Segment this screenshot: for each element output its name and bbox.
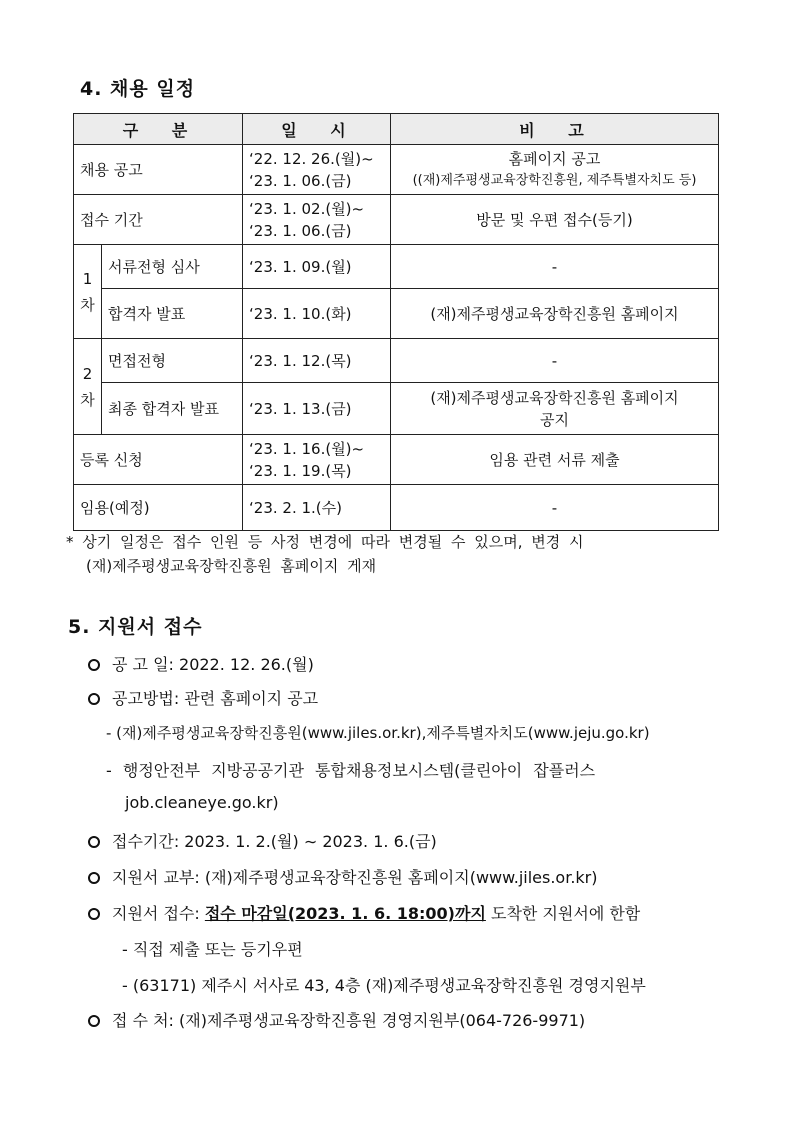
note-line: 공지: [540, 410, 569, 429]
group-label-1: 1 차: [74, 245, 102, 339]
row-label: 합격자 발표: [102, 289, 243, 339]
table-row: [74, 435, 719, 485]
list-item: [88, 829, 437, 852]
submission-condition: 도착한 지원서에 한함: [485, 904, 641, 923]
row-date: ‘23. 1. 13.(금): [243, 383, 391, 435]
list-item: [88, 652, 314, 675]
date-start: ‘23. 1. 16.(월)~: [249, 439, 365, 458]
sub-item: - (재)제주평생교육장학진흥원(www.jiles.or.kr),제주특별자치도(www.jeju.go.kr): [106, 724, 650, 742]
footnote-line-1: * 상기 일정은 접수 인원 등 사정 변경에 따라 변경될 수 있으며, 변경 시: [66, 533, 584, 551]
table-header-row: [74, 114, 719, 145]
row-note: -: [391, 485, 719, 531]
announce-date-text: 공 고 일: 2022. 12. 26.(월): [112, 655, 314, 674]
row-date: [243, 145, 391, 195]
recruitment-schedule-table: [73, 113, 719, 531]
footnote-line-2: (재)제주평생교육장학진흥원 홈페이지 게재: [86, 557, 377, 575]
list-item: [88, 1008, 585, 1031]
header-date: 일 시: [243, 114, 391, 145]
table-row: [74, 245, 719, 289]
row-note: -: [391, 339, 719, 383]
note-line: (재)제주평생교육장학진흥원 홈페이지: [430, 388, 679, 407]
row-note: 임용 관련 서류 제출: [391, 435, 719, 485]
row-label: 최종 합격자 발표: [102, 383, 243, 435]
row-date: [243, 435, 391, 485]
circle-bullet-icon: [88, 908, 100, 920]
circle-bullet-icon: [88, 659, 100, 671]
row-label: 접수 기간: [74, 195, 243, 245]
note-line: ((재)제주평생교육장학진흥원, 제주특별자치도 등): [412, 172, 697, 188]
row-label: 등록 신청: [74, 435, 243, 485]
list-item: [88, 686, 318, 709]
circle-bullet-icon: [88, 1015, 100, 1027]
row-note: -: [391, 245, 719, 289]
date-end: ‘23. 1. 06.(금): [249, 221, 352, 240]
application-period-text: 접수기간: 2023. 1. 2.(월) ∼ 2023. 1. 6.(금): [112, 832, 437, 851]
sub-item: - 행정안전부 지방공공기관 통합채용정보시스템(클린아이 잡플러스: [106, 761, 596, 780]
row-label: 서류전형 심사: [102, 245, 243, 289]
note-line: 홈페이지 공고: [508, 149, 601, 168]
sub-item: - (63171) 제주시 서사로 43, 4층 (재)제주평생교육장학진흥원 경영지원부: [122, 976, 646, 995]
group-label-2: 2 차: [74, 339, 102, 435]
header-category: 구 분: [74, 114, 243, 145]
list-item: [88, 901, 640, 924]
table-row: [74, 485, 719, 531]
table-row: [74, 195, 719, 245]
circle-bullet-icon: [88, 836, 100, 848]
header-note: 비 고: [391, 114, 719, 145]
table-row: [74, 145, 719, 195]
row-note: 방문 및 우편 접수(등기): [391, 195, 719, 245]
row-label: 임용(예정): [74, 485, 243, 531]
date-end: ‘23. 1. 19.(목): [249, 461, 352, 480]
date-end: ‘23. 1. 06.(금): [249, 171, 352, 190]
sub-item: job.cleaneye.go.kr): [125, 793, 279, 812]
submission-place-text: 접 수 처: (재)제주평생교육장학진흥원 경영지원부(064-726-9971): [112, 1011, 586, 1030]
sub-item: - 직접 제출 또는 등기우편: [122, 940, 303, 959]
row-note: [391, 383, 719, 435]
table-row: [74, 339, 719, 383]
row-label: 면접전형: [102, 339, 243, 383]
row-date: ‘23. 2. 1.(수): [243, 485, 391, 531]
schedule-footnote: [66, 530, 584, 578]
list-item: [88, 865, 598, 888]
row-note: (재)제주평생교육장학진흥원 홈페이지: [391, 289, 719, 339]
circle-bullet-icon: [88, 872, 100, 884]
row-label: 채용 공고: [74, 145, 243, 195]
date-start: ‘22. 12. 26.(월)~: [249, 149, 374, 168]
section-4-heading: 4. 채용 일정: [80, 78, 196, 100]
section-5-heading: 5. 지원서 접수: [68, 616, 203, 638]
row-date: ‘23. 1. 10.(화): [243, 289, 391, 339]
row-date: ‘23. 1. 09.(월): [243, 245, 391, 289]
row-date: ‘23. 1. 12.(목): [243, 339, 391, 383]
row-date: [243, 195, 391, 245]
submission-deadline: 접수 마감일(2023. 1. 6. 18:00)까지: [204, 904, 486, 923]
table-row: [74, 383, 719, 435]
submission-label: 지원서 접수:: [112, 904, 205, 923]
announce-method-text: 공고방법: 관련 홈페이지 공고: [112, 689, 319, 708]
table-row: [74, 289, 719, 339]
circle-bullet-icon: [88, 693, 100, 705]
date-start: ‘23. 1. 02.(월)~: [249, 199, 365, 218]
form-distribution-text: 지원서 교부: (재)제주평생교육장학진흥원 홈페이지(www.jiles.or.kr): [112, 868, 598, 887]
row-note: [391, 145, 719, 195]
